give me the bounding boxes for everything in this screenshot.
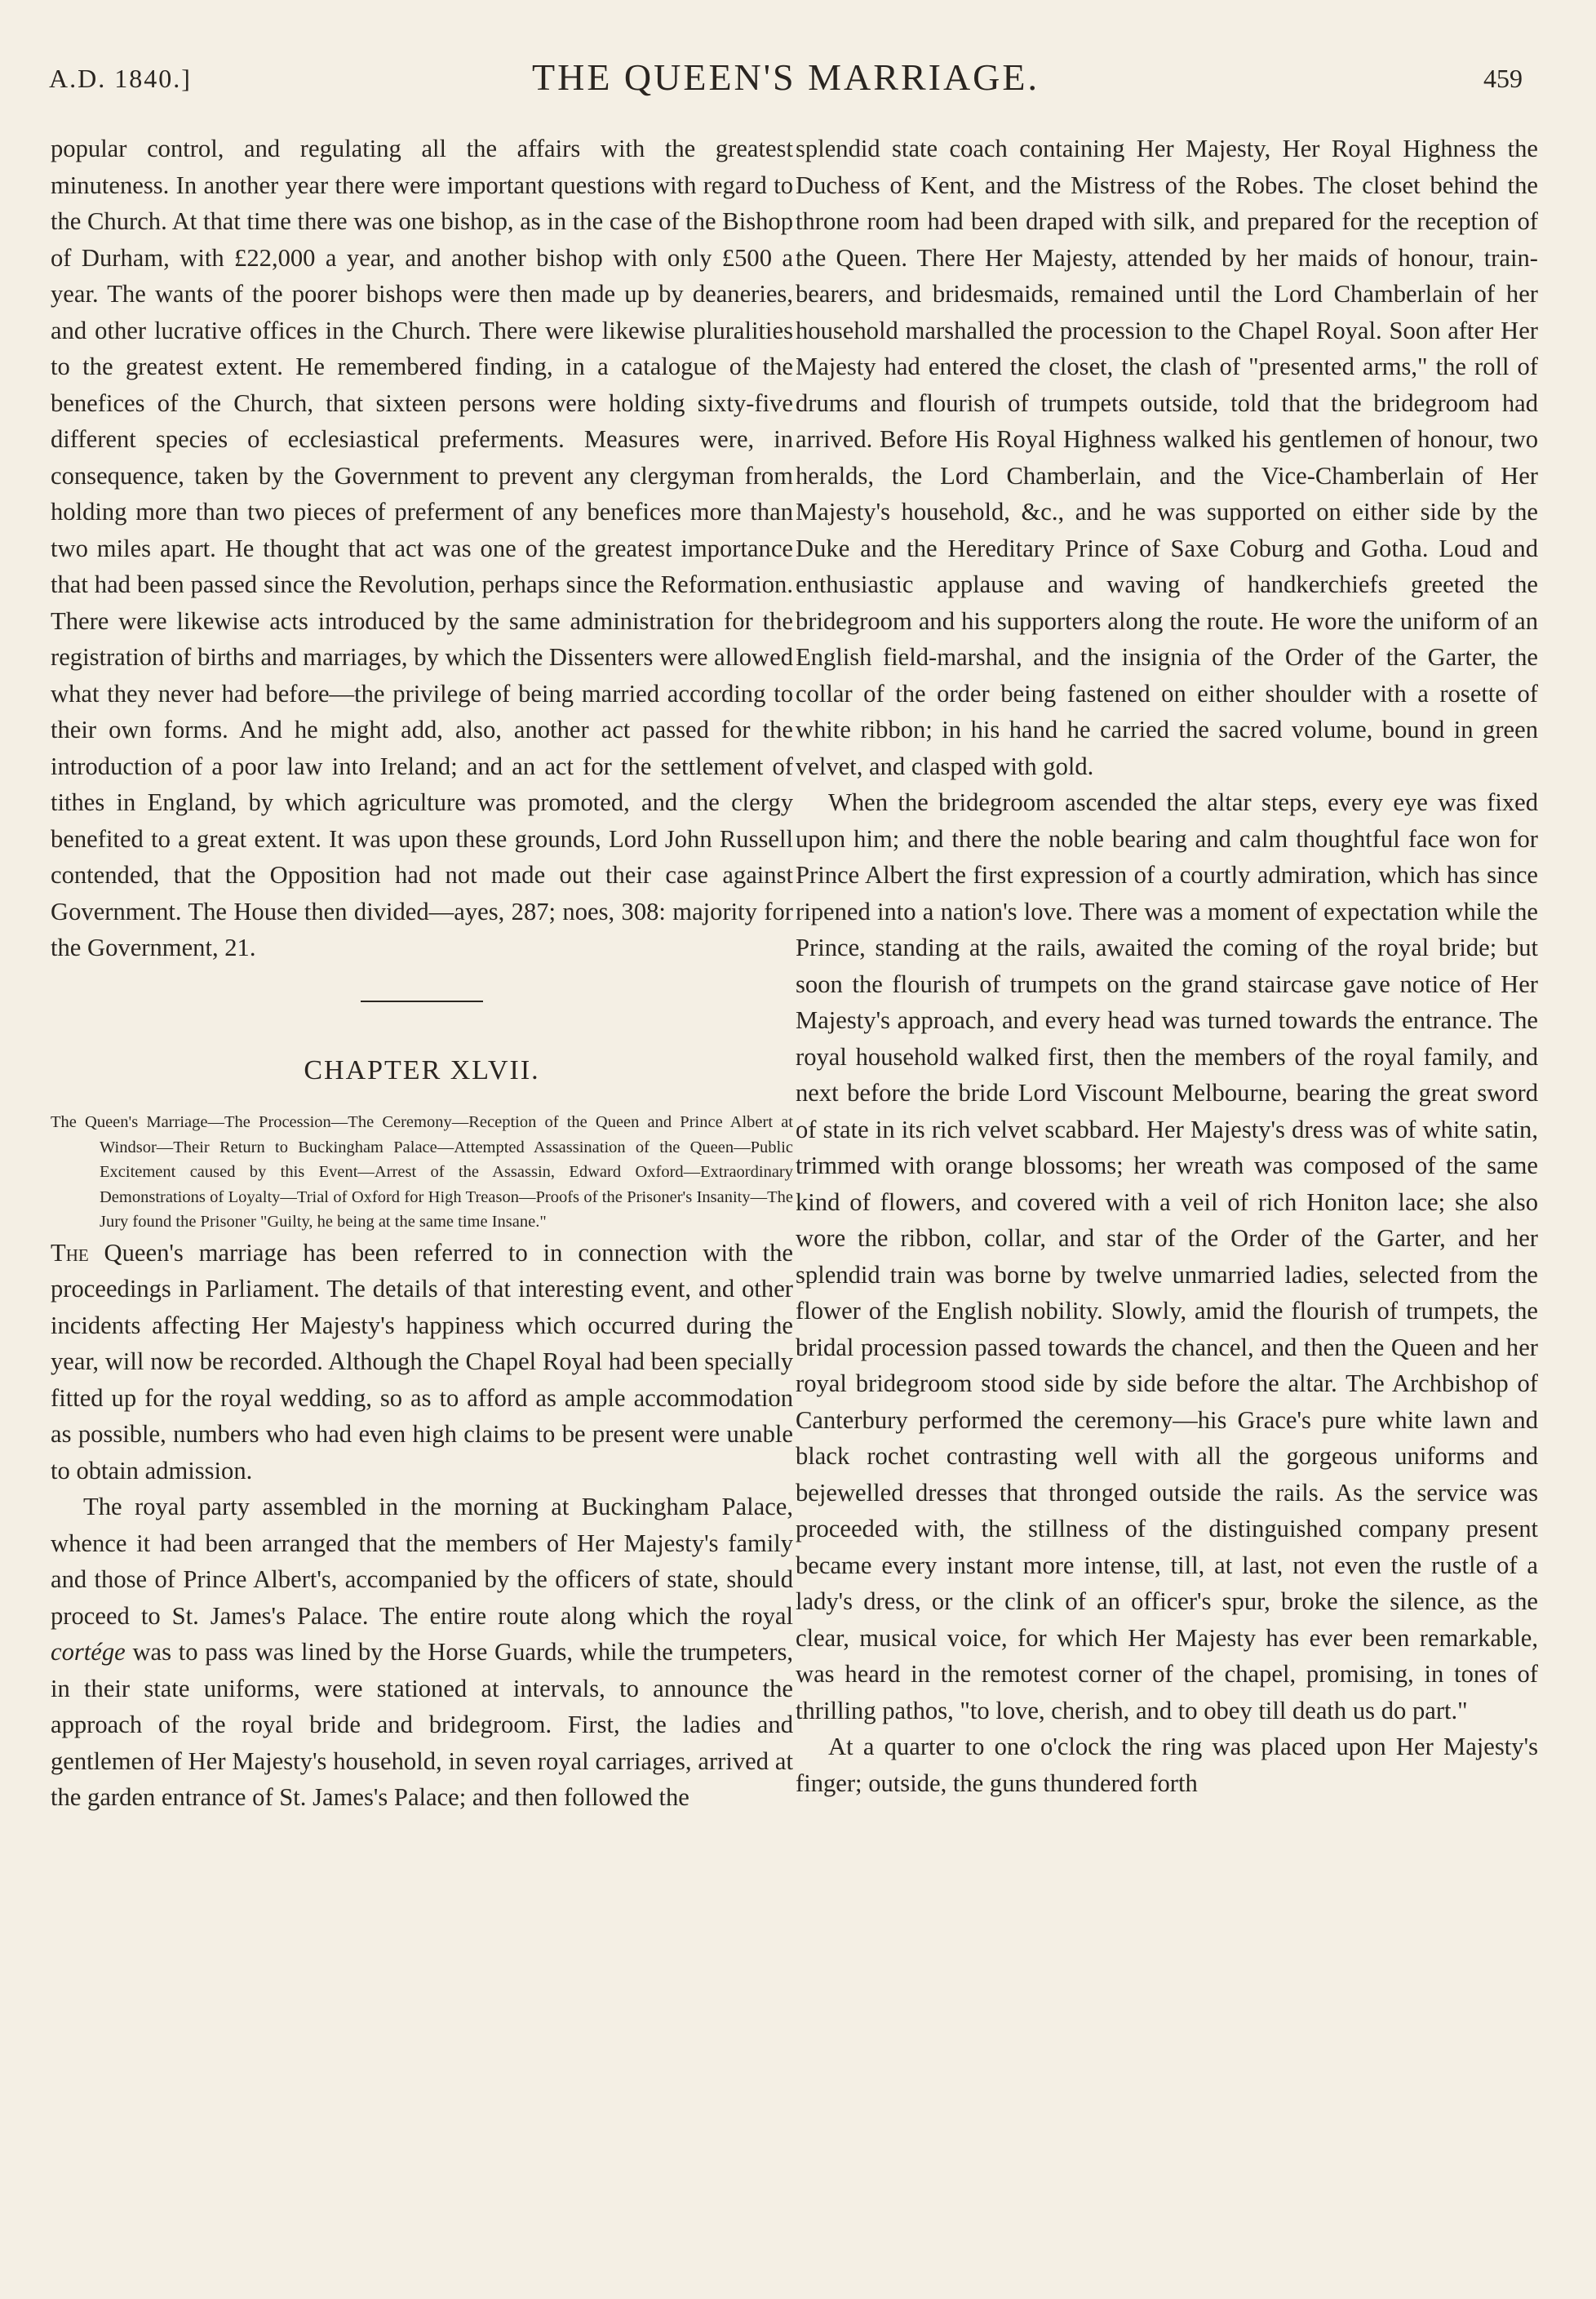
paragraph-continued: popular control, and regulating all the affairs with the greatest minuteness. In another year there were important questions with regard to the Church. At that time there was one bishop, as in the case of the Bishop of Durham, with £22,000 a year, and another bishop with only £500 a year. The wants of the poorer bishops were then made up by deaneries, and other lucrative offices in the Church. There were likewise pluralities to the greatest extent. He remembered finding, in a catalogue of the benefices of the Church, that sixteen persons were holding sixty-five different species of ecclesiastical preferments. Measures were, in consequence, taken by the Government to prevent any clergyman from holding more than two pieces of preferment of any benefices more than two miles apart. He thought that act was one of the greatest importance that had been passed since the Revolution, perhaps since the Reformation. There were likewise acts introduced by the same administration for the registration of births and marriages, by which the Dissenters were allowed what they never had before—the privilege of being married according to their own forms. And he might add, also, another act passed for the introduction of a poor law into Ireland; and an act for the settlement of tithes in England, by which agriculture was promoted, and the clergy benefited to a great extent. It was upon these grounds, Lord John Russell contended, that the Opposition had not made out their case against Government. The House then divided—ayes, 287; noes, 308: majority for the Government, 21. xyxy=(51,135,793,961)
paragraph-text-b: was to pass was lined by the Horse Guards, while the trumpeters, in their state uniforms, were stationed at intervals, to announce the approach of the royal bride and bridegroom. First, the ladies and gentlemen of Her Majesty's household, in seven royal carriages, arrived at the garden entrance of St. James's Palace; and then followed the xyxy=(51,1638,793,1811)
section-divider xyxy=(361,1001,483,1002)
right-column xyxy=(796,131,1538,1801)
chapter-title: CHAPTER XLVII. xyxy=(304,1054,540,1085)
running-head-date: A.D. 1840.] xyxy=(49,64,192,93)
paragraph-procession: splendid state coach containing Her Majesty, Her Royal Highness the Duchess of Kent, and the Mistress of the Robes. The closet behind the throne room had been draped with silk, and prepared for the reception of the Queen. There Her Majesty, attended by her maids of honour, train-bearers, and bridesmaids, remained until the Lord Chamberlain of her household marshalled the procession to the Chapel Royal. Soon after Her Majesty had entered the closet, the clash of "presented arms," the roll of drums and flourish of trumpets outside, told that the bridegroom had arrived. Before His Royal Highness walked his gentlemen of honour, two heralds, the Lord Chamberlain, and the Vice-Chamberlain of Her Majesty's household, &c., and he was supported on either side by the Duke and the Hereditary Prince of Saxe Coburg and Gotha. Loud and enthusiastic applause and waving of handkerchiefs greeted the bridegroom and his supporters along the route. He wore the uniform of an English field-marshal, and the insignia of the Order of the Garter, the collar of the order being fastened on either shoulder with a rosette of white ribbon; in his hand he carried the sacred volume, bound in green velvet, and clasped with gold. xyxy=(796,135,1538,780)
paragraph-ceremony: When the bridegroom ascended the altar steps, every eye was fixed upon him; and there the noble bearing and calm thoughtful face won for Prince Albert the first expression of a courtly admiration, which has since ripened into a nation's love. There was a moment of expectation while the Prince, standing at the rails, awaited the coming of the royal bride; but soon the flourish of trumpets on the grand staircase gave notice of Her Majesty's approach, and every head was turned towards the entrance. The royal household walked first, then the members of the royal family, and next before the bride Lord Viscount Melbourne, bearing the great sword of state in its rich velvet scabbard. Her Majesty's dress was of white satin, trimmed with orange blossoms; her wreath was composed of the same kind of flowers, and covered with a veil of rich Honiton lace; she also wore the ribbon, collar, and star of the Order of the Garter, and her splendid train was borne by twelve unmarried ladies, selected from the flower of the English nobility. Slowly, amid the flourish of trumpets, the bridal procession passed towards the chancel, and then the Queen and her royal bridegroom stood side by side before the altar. The Archbishop of Canterbury performed the ceremony—his Grace's pure white lawn and black rochet contrasting well with all the gorgeous uniforms and bejewelled dresses that thronged outside the rails. As the service was proceeded with, the stillness of the distinguished company present became every instant more intense, till, at last, not even the rustle of a lady's dress, or the clink of an officer's spur, broke the silence, as the clear, musical voice, for which Her Majesty has ever been remarkable, was heard in the remotest corner of the chapel, promising, in tones of thrilling pathos, "to love, cherish, and to obey till death us do part." xyxy=(796,788,1538,1724)
opening-word: The xyxy=(51,1238,89,1267)
paragraph-text-a: The royal party assembled in the morning at Buckingham Palace, whence it had been arranged that the members of Her Majesty's family and those of Prince Albert's, accompanied by the officers of state, should proceed to St. James's Palace. The entire route along which the royal xyxy=(51,1493,793,1630)
paragraph-royal-party xyxy=(51,1489,793,1816)
paragraph-opening xyxy=(51,1235,793,1489)
running-head xyxy=(49,55,1523,104)
paragraph-ring: At a quarter to one o'clock the ring was placed upon Her Majesty's finger; outside, the guns thundered forth xyxy=(796,1733,1538,1797)
opening-text: Queen's marriage has been referred to in connection with the proceedings in Parliament. The details of that interesting event, and other incidents affecting Her Majesty's happiness which occurred during the year, will now be recorded. Although the Chapel Royal had been specially fitted up for the royal wedding, so as to afford as ample accommodation as possible, numbers who had even high claims to be present were unable to obtain admission. xyxy=(51,1238,793,1485)
left-column xyxy=(51,131,793,1816)
page-number: 459 xyxy=(1483,64,1523,93)
chapter-synopsis: The Queen's Marriage—The Procession—The Ceremony—Reception of the Queen and Prince Albert at Windsor—Their Return to Buckingham Palace—Attempted Assassination of the Queen—Public Excitement caused by this Event—Arrest of the Assassin, Edward Oxford—Extraordinary Demonstrations of Loyalty—Trial of Oxford for High Treason—Proofs of the Prisoner's Insanity—The Jury found the Prisoner "Guilty, he being at the same time Insane." xyxy=(51,1113,793,1231)
italic-term: cortége xyxy=(51,1638,126,1666)
running-head-title: THE QUEEN'S MARRIAGE. xyxy=(532,56,1040,98)
